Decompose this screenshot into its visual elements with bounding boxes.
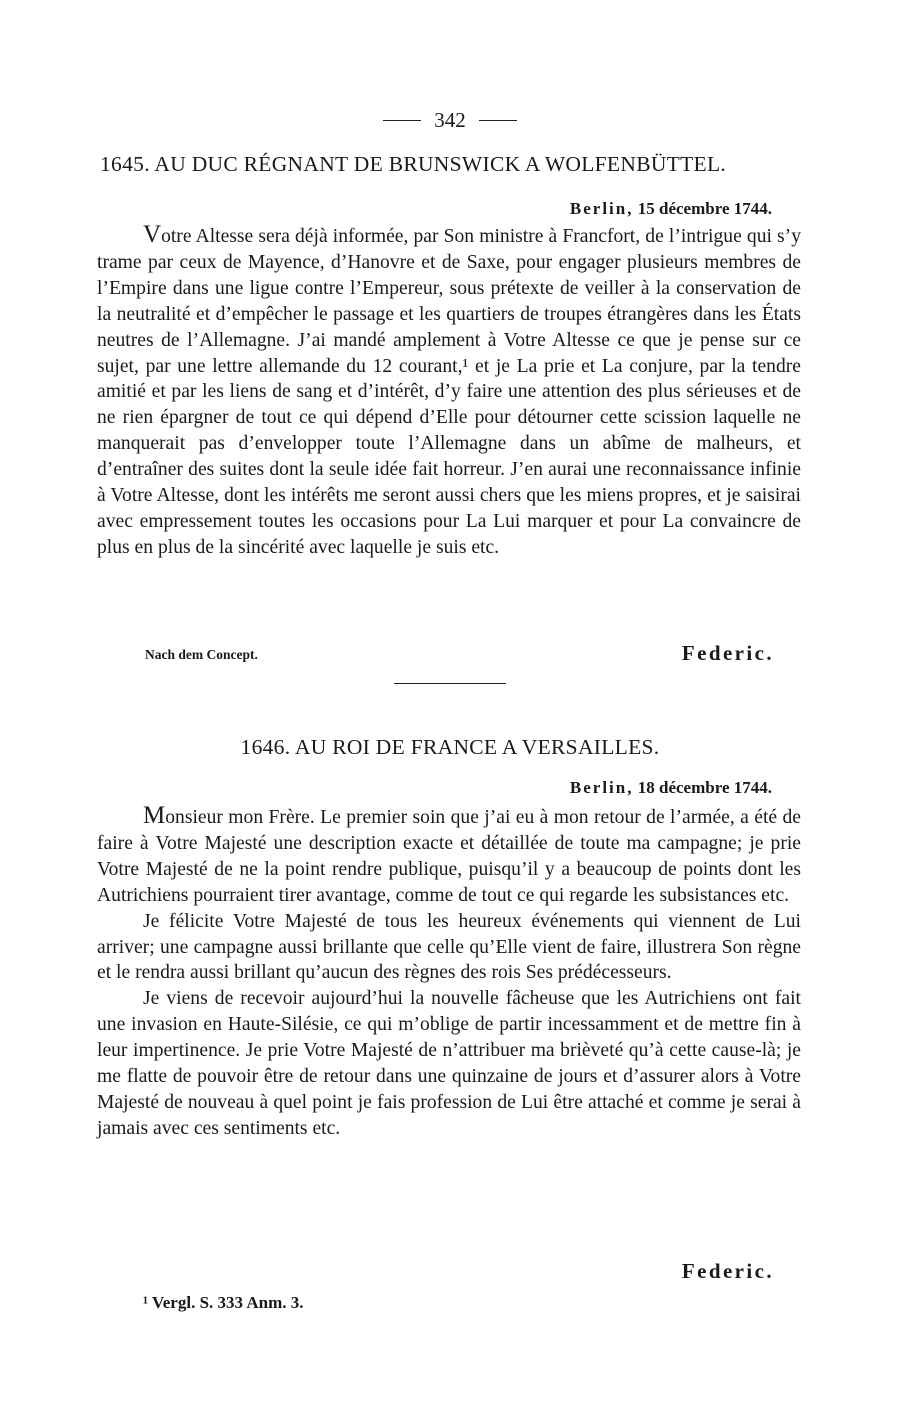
paragraph: Je félicite Votre Majesté de tous les heureux événements qui viennent de Lui arriver; une campagne aussi brillante que celle qu’Elle vient de faire, illustrera Son règne et le rendra aussi brillant qu’aucun des règnes des rois Ses prédécesseurs. [97, 910, 801, 984]
dateline-date: 15 décembre 1744. [637, 199, 772, 218]
letter-heading-1646: 1646. AU ROI DE FRANCE A VERSAILLES. [240, 735, 660, 759]
dateline-1645 [570, 199, 772, 219]
footnote: ¹ Vergl. S. 333 Anm. 3. [143, 1293, 304, 1312]
letter-body-1646 [97, 803, 801, 1142]
section-divider [394, 683, 506, 684]
page-header [0, 108, 900, 133]
drop-initial: V [143, 221, 162, 248]
paragraph: Je viens de recevoir aujourd’hui la nouvelle fâcheuse que les Autrichiens ont fait une invasion en Haute-Silésie, ce qui m’oblige de partir incessamment et de mettre fin à leur impertinence. Je prie Votre Majesté de n’attribuer ma brièveté qu’à cette cause-là; je me flatte de pouvoir être de retour dans une quinzaine de jours et d’assurer alors à Votre Majesté de nouveau à quel point je fais profession de Lui être attaché et comme je serai à jamais avec ces sentiments etc. [97, 988, 801, 1139]
source-note: Nach dem Concept. [145, 647, 258, 662]
paragraph [97, 222, 801, 561]
header-dash-right [479, 120, 517, 121]
paragraph-text: otre Altesse sera déjà informée, par Son ministre à Francfort, de l’intrigue qui s’y trame par ceux de Mayence, d’Hanovre et de Saxe, pour engager plusieurs membres de l’Empire dans une ligue contre l’Empereur, sous prétexte de veiller à la conservation de la neutralité et d’empêcher le passage et les quartiers de troupes étrangères dans les États neutres de l’Allemagne. J’ai mandé amplement à Votre Altesse ce que je pense sur ce sujet, par une lettre allemande du 12 courant,¹ et je La prie et La conjure, par la tendre amitié et par les liens de sang et d’intérêt, d’y faire une attention des plus sérieuses et de ne rien épargner de tout ce qui dépend d’Elle pour détourner cette scission laquelle ne manquerait pas d’envelopper toute l’Allemagne dans un abîme de malheurs, et d’entraîner des suites dont la seule idée fait horreur. J’en aurai une reconnaissance infinie à Votre Altesse, dont les intérêts me seront aussi chers que les miens propres, et je saisirai avec empressement toutes les occasions pour La Lui marquer et pour La convaincre de plus en plus de la sincérité avec laquelle je suis etc. [97, 226, 801, 558]
page-number: 342 [434, 108, 466, 132]
letter-body-1645 [97, 222, 801, 561]
header-dash-left [383, 120, 421, 121]
dateline-1646 [570, 778, 772, 798]
drop-initial: M [143, 802, 166, 829]
dateline-place: Berlin, [569, 778, 634, 797]
dateline-date: 18 décembre 1744. [637, 778, 772, 797]
signature-1646: Federic. [681, 1259, 774, 1283]
paragraph-text: onsieur mon Frère. Le premier soin que j’ai eu à mon retour de l’armée, a été de faire à Votre Majesté une description exacte et détaillée de toute ma campagne; je prie Votre Majesté de ne la point rendre publique, puisqu’il y a beaucoup de points dont les Autrichiens pourraient tirer avantage, comme de tout ce qui regarde les subsistances etc. [97, 807, 801, 906]
dateline-place: Berlin, [569, 199, 634, 218]
signature-1645: Federic. [681, 641, 774, 665]
paragraph [97, 803, 801, 909]
letter-heading-1645: 1645. AU DUC RÉGNANT DE BRUNSWICK A WOLFENBÜTTEL. [100, 152, 727, 176]
